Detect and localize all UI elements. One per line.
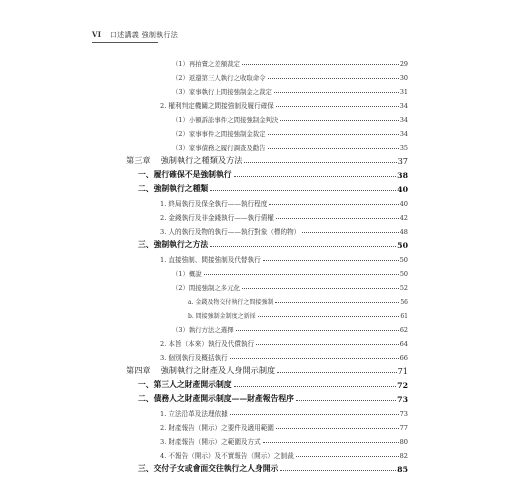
toc-entry-label: 2. 財產報告（開示）之要件及適用範圍 bbox=[160, 424, 274, 432]
toc-entry[interactable] bbox=[138, 180, 408, 194]
toc-page-number: 73 bbox=[399, 410, 408, 418]
toc-entry[interactable] bbox=[188, 306, 408, 320]
chapter-title: 強制執行之財產及人身開示制度 bbox=[160, 365, 276, 375]
toc-entry[interactable] bbox=[172, 82, 408, 96]
toc-entry[interactable] bbox=[172, 320, 408, 334]
dot-leader bbox=[269, 204, 398, 205]
toc-page-number: 72 bbox=[397, 381, 408, 390]
toc-entry-label: 一、履行確保不是強制執行 bbox=[138, 170, 232, 179]
toc-entry-label: （3）執行方法之選擇 bbox=[172, 326, 234, 334]
toc-entry-label: 4. 不報告（開示）及不實報告（開示）之制裁 bbox=[160, 452, 294, 460]
toc-entry[interactable] bbox=[160, 222, 408, 236]
toc-page-number: 85 bbox=[397, 465, 408, 474]
toc-entry[interactable] bbox=[172, 124, 408, 138]
toc-entry-label: b. 間接強制金制度之新採 bbox=[188, 313, 256, 320]
toc-entry-label: 三、交付子女或會面交往執行之人身開示 bbox=[138, 464, 279, 473]
toc-page-number: 50 bbox=[399, 270, 408, 278]
toc-page-number: 80 bbox=[399, 438, 408, 446]
dot-leader bbox=[280, 120, 399, 121]
dot-leader bbox=[234, 386, 397, 387]
chapter-number: 第四章 bbox=[126, 365, 151, 375]
dot-leader bbox=[210, 246, 396, 247]
dot-leader bbox=[234, 176, 397, 177]
toc-entry[interactable] bbox=[138, 390, 408, 404]
dot-leader bbox=[268, 78, 399, 79]
toc-entry[interactable] bbox=[172, 110, 408, 124]
dot-leader bbox=[230, 358, 399, 359]
toc-page-number: 31 bbox=[399, 88, 408, 96]
dot-leader bbox=[276, 218, 399, 219]
toc-page-number: 34 bbox=[399, 130, 408, 138]
toc-entry-label: 1. 直接強制、間接強制及代替執行 bbox=[160, 256, 261, 264]
toc-entry[interactable] bbox=[172, 68, 408, 82]
toc-entry[interactable] bbox=[160, 418, 408, 432]
toc-entry-label: 1. 立法沿革及法理依據 bbox=[160, 410, 228, 418]
dot-leader bbox=[275, 302, 399, 303]
dot-leader bbox=[242, 288, 399, 289]
toc-entry[interactable] bbox=[138, 376, 408, 390]
dot-leader bbox=[256, 344, 399, 345]
toc-entry[interactable] bbox=[160, 96, 408, 110]
toc-entry[interactable] bbox=[160, 404, 408, 418]
toc-page-number: 71 bbox=[397, 366, 408, 376]
toc-entry[interactable] bbox=[160, 432, 408, 446]
toc-entry-label: 2. 本旨（本來）執行及代償執行 bbox=[160, 340, 255, 348]
toc-entry-label: （1）再拍賣之差額裁定 bbox=[172, 60, 240, 68]
toc-page-number: 73 bbox=[397, 395, 408, 404]
toc-entry[interactable] bbox=[172, 54, 408, 68]
toc-entry-label: 二、債務人之財產開示制度——財產報告程序 bbox=[138, 394, 294, 403]
dot-leader bbox=[268, 148, 399, 149]
dot-leader bbox=[263, 442, 399, 443]
toc-page-number: 56 bbox=[400, 299, 408, 306]
toc-entry-label: 2. 權利判定機關之間接強制及履行確保 bbox=[160, 102, 274, 110]
toc-entry-label: 3. 個別執行及概括執行 bbox=[160, 354, 228, 362]
toc-entry-label: （2）家事事件之間接強制金裁定 bbox=[172, 130, 266, 138]
toc-page-number: 37 bbox=[397, 156, 408, 166]
dot-leader bbox=[204, 274, 399, 275]
toc-page-number: 35 bbox=[399, 144, 408, 152]
dot-leader bbox=[280, 470, 396, 471]
toc-entry[interactable] bbox=[172, 264, 408, 278]
dot-leader bbox=[276, 106, 399, 107]
toc-page-number: 34 bbox=[399, 116, 408, 124]
dot-leader bbox=[236, 330, 399, 331]
toc-page-number: 29 bbox=[399, 60, 408, 68]
chapter-title: 強制執行之種類及方法 bbox=[160, 155, 243, 165]
toc-entry-label bbox=[126, 365, 275, 376]
toc-entry[interactable] bbox=[172, 278, 408, 292]
toc-page-number: 62 bbox=[399, 326, 408, 334]
toc-page-number: 66 bbox=[399, 354, 408, 362]
toc-entry[interactable] bbox=[138, 460, 408, 474]
toc-page-number: 42 bbox=[399, 214, 408, 222]
toc-entry[interactable] bbox=[160, 194, 408, 208]
dot-leader bbox=[244, 162, 396, 163]
dot-leader bbox=[268, 134, 399, 135]
toc-entry-label: （2）返還第三人執行之收取命令 bbox=[172, 74, 266, 82]
toc-page-number: 38 bbox=[397, 171, 408, 180]
toc-page-number: 50 bbox=[397, 241, 408, 250]
toc-entry-label: （3）家事執行上間接強制金之裁定 bbox=[172, 88, 272, 96]
header-book-title: 口述講義 強制執行法 bbox=[109, 31, 179, 39]
toc-entry-label: （1）小額訴訟事件之間接強制金判決 bbox=[172, 116, 279, 124]
toc-page-number: 40 bbox=[397, 185, 408, 194]
toc-page-number: 30 bbox=[399, 74, 408, 82]
toc-page-number: 77 bbox=[399, 424, 408, 432]
toc-entry-label: 二、強制執行之種類 bbox=[138, 184, 209, 193]
dot-leader bbox=[276, 428, 399, 429]
toc-page-number: 82 bbox=[399, 452, 408, 460]
dot-leader bbox=[210, 190, 396, 191]
toc-entry[interactable] bbox=[188, 292, 408, 306]
toc-entry-label: 1. 終局執行及保全執行——執行程度 bbox=[160, 200, 268, 208]
dot-leader bbox=[263, 260, 399, 261]
chapter-number: 第三章 bbox=[126, 155, 151, 165]
toc-entry[interactable] bbox=[138, 166, 408, 180]
toc-entry[interactable] bbox=[160, 446, 408, 460]
toc-entry-label bbox=[126, 155, 242, 166]
toc-entry[interactable] bbox=[126, 362, 408, 376]
toc-page-number: 52 bbox=[399, 284, 408, 292]
toc-entry-label: （2）間接強制之多元化 bbox=[172, 284, 240, 292]
toc-page-number: 34 bbox=[399, 102, 408, 110]
toc-entry-label: 2. 金錢執行及非金錢執行——執行債權 bbox=[160, 214, 274, 222]
toc-page-number: 64 bbox=[399, 340, 408, 348]
toc-entry-label: 3. 財產報告（開示）之範圍及方式 bbox=[160, 438, 261, 446]
dot-leader bbox=[296, 456, 399, 457]
dot-leader bbox=[258, 316, 400, 317]
toc-entry-label: （3）家事債務之履行調查及勸告 bbox=[172, 144, 266, 152]
toc-entry-label: 三、強制執行之方法 bbox=[138, 240, 209, 249]
dot-leader bbox=[296, 400, 396, 401]
dot-leader bbox=[302, 232, 398, 233]
toc-entry[interactable] bbox=[160, 348, 408, 362]
toc-entry-label: a. 金錢及物交付執行之間接強制 bbox=[188, 299, 274, 306]
toc-entry-label: 一、第三人之財產開示制度 bbox=[138, 380, 232, 389]
toc-page-number: 50 bbox=[399, 256, 408, 264]
dot-leader bbox=[274, 92, 399, 93]
toc-entry[interactable] bbox=[126, 152, 408, 166]
toc-entry-label: 3. 人的執行及物的執行——執行對象（標的物） bbox=[160, 228, 301, 236]
toc-entry-label: （1）概說 bbox=[172, 270, 202, 278]
toc-page-number: 48 bbox=[399, 228, 408, 236]
toc-entry[interactable] bbox=[138, 236, 408, 250]
dot-leader bbox=[242, 64, 399, 65]
header-page-number: VI bbox=[92, 30, 102, 39]
toc-entry[interactable] bbox=[172, 138, 408, 152]
dot-leader bbox=[277, 372, 396, 373]
toc-entry[interactable] bbox=[160, 334, 408, 348]
toc-entry[interactable] bbox=[160, 250, 408, 264]
toc-page-number: 40 bbox=[399, 200, 408, 208]
toc-page-number: 61 bbox=[400, 313, 408, 320]
toc-entry[interactable] bbox=[160, 208, 408, 222]
dot-leader bbox=[230, 414, 399, 415]
